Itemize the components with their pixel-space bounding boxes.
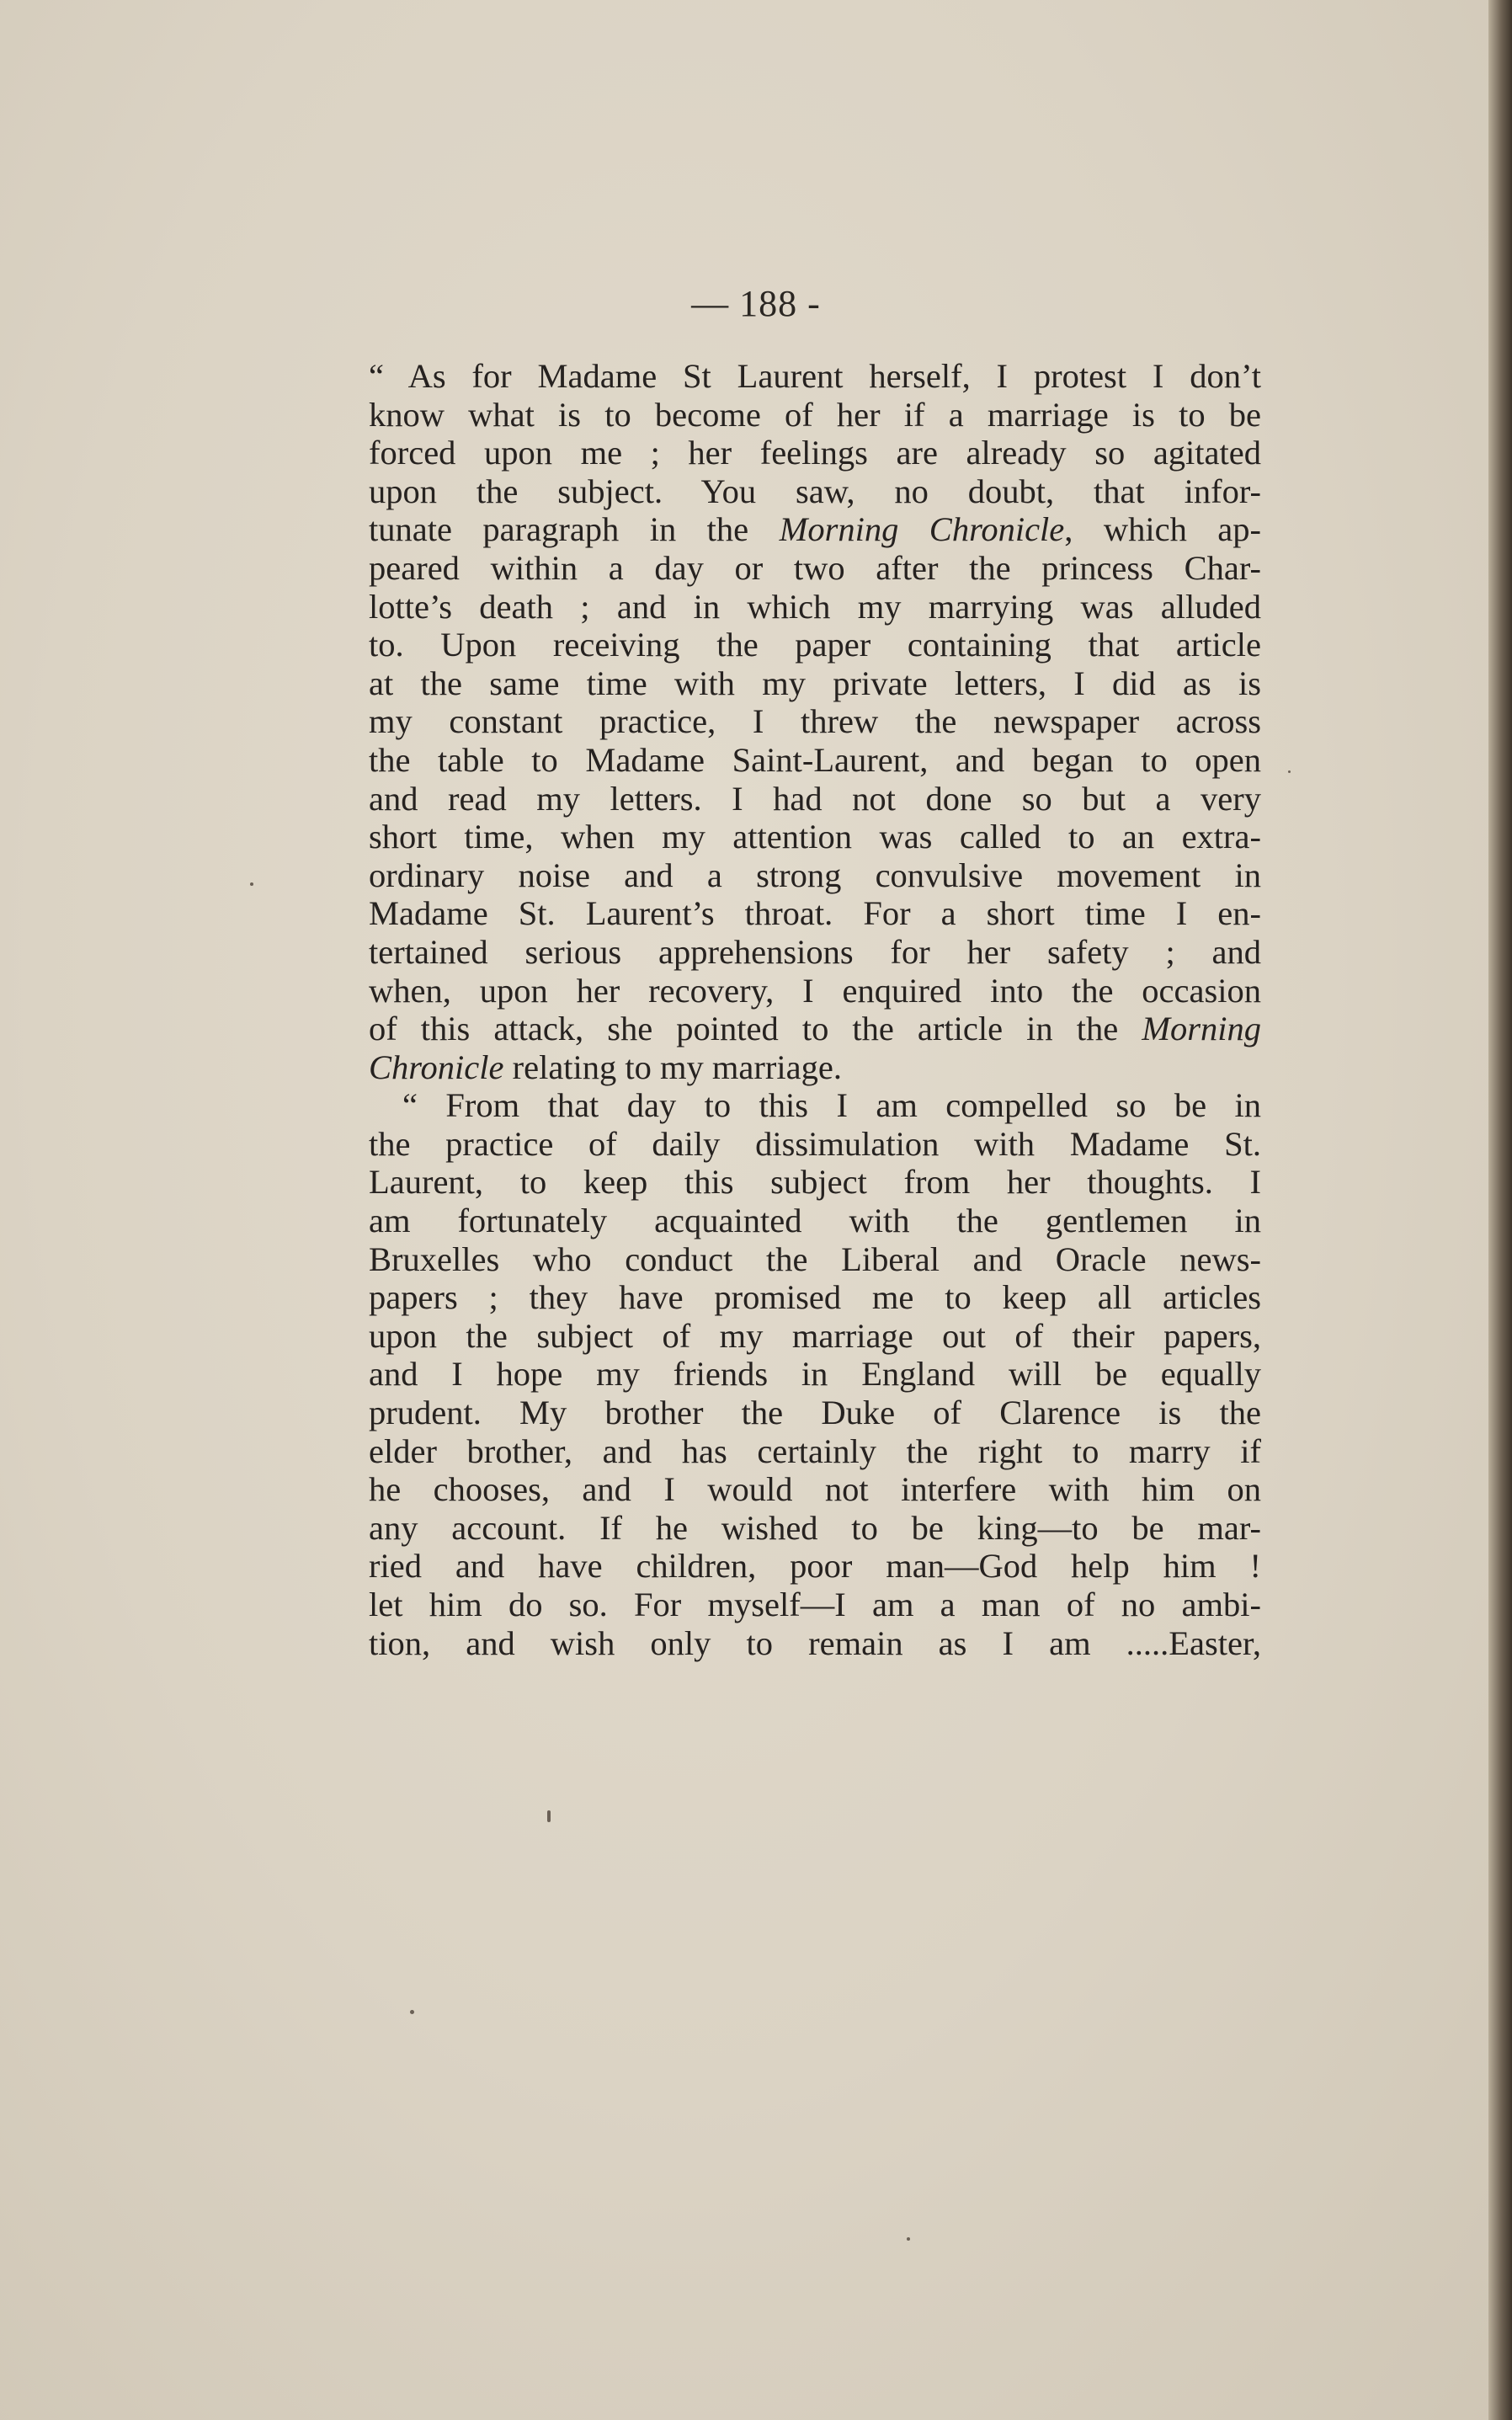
paper-speck xyxy=(547,1810,551,1822)
italic-title: Morning Chronicle xyxy=(779,510,1065,549)
text-line: to. Upon receiving the paper containing that article xyxy=(369,626,1261,664)
paper-speck xyxy=(410,2010,414,2014)
text-line: papers ; they have promised me to keep all articles xyxy=(369,1278,1261,1317)
text-line: and read my letters. I had not done so but a very xyxy=(369,779,1261,818)
italic-title: Morning xyxy=(1142,1010,1261,1048)
text-line: and I hope my friends in England will be equally xyxy=(369,1355,1261,1394)
text-segment: , which ap- xyxy=(1064,510,1261,549)
text-line: short time, when my attention was called to an extra- xyxy=(369,818,1261,856)
text-line: Bruxelles who conduct the Liberal and Oracle news- xyxy=(369,1239,1261,1278)
text-line: tertained serious apprehensions for her safety ; and xyxy=(369,932,1261,971)
text-line: Madame St. Laurent’s throat. For a short time I en- xyxy=(369,894,1261,933)
text-line: Laurent, to keep this subject from her thoughts. I xyxy=(369,1163,1261,1202)
text-line: upon the subject of my marriage out of their papers, xyxy=(369,1316,1261,1355)
text-line: know what is to become of her if a marriage is to be xyxy=(369,395,1261,434)
text-segment: relating to my marriage. xyxy=(503,1047,842,1086)
text-line: prudent. My brother the Duke of Clarence is the xyxy=(369,1394,1261,1432)
text-line: the practice of daily dissimulation with Madame St. xyxy=(369,1124,1261,1163)
text-line: forced upon me ; her feelings are already so agitated xyxy=(369,434,1261,472)
text-line: “ As for Madame St Laurent herself, I protest I don’t xyxy=(369,357,1261,395)
text-line xyxy=(369,1010,1261,1048)
text-line: the table to Madame Saint-Laurent, and began to open xyxy=(369,740,1261,779)
text-segment: of this attack, she pointed to the article in the xyxy=(369,1010,1142,1048)
body-text xyxy=(369,357,1261,1662)
paper-speck xyxy=(250,882,253,886)
text-line: “ From that day to this I am compelled so be in xyxy=(402,1086,1261,1125)
text-line: ried and have children, poor man—God help him ! xyxy=(369,1547,1261,1586)
text-line: am fortunately acquainted with the gentlemen in xyxy=(369,1202,1261,1240)
text-line: elder brother, and has certainly the right to marry if xyxy=(369,1431,1261,1470)
text-line xyxy=(369,1048,1261,1087)
text-line: any account. If he wished to be king—to be mar- xyxy=(369,1508,1261,1547)
paper-speck xyxy=(907,2237,910,2241)
text-line: my constant practice, I threw the newspaper across xyxy=(369,702,1261,741)
text-line: at the same time with my private letters, I did as is xyxy=(369,664,1261,702)
text-line: lotte’s death ; and in which my marrying was alluded xyxy=(369,587,1261,626)
text-line: upon the subject. You saw, no doubt, that infor- xyxy=(369,472,1261,510)
text-line: when, upon her recovery, I enquired into the occasion xyxy=(369,971,1261,1010)
text-line: tion, and wish only to remain as I am .....Easter, xyxy=(369,1623,1261,1662)
text-line: he chooses, and I would not interfere with him on xyxy=(369,1470,1261,1509)
italic-title: Chronicle xyxy=(369,1047,504,1086)
page-spine-edge xyxy=(1488,0,1512,2420)
text-line: peared within a day or two after the princess Char- xyxy=(369,548,1261,587)
page-number: — 188 - xyxy=(691,283,821,324)
text-segment: tunate paragraph in the xyxy=(369,510,780,549)
text-line xyxy=(369,510,1261,549)
paper-speck xyxy=(1288,770,1291,773)
text-line: ordinary noise and a strong convulsive movement in xyxy=(369,856,1261,894)
text-line: let him do so. For myself—I am a man of no ambi- xyxy=(369,1586,1261,1623)
